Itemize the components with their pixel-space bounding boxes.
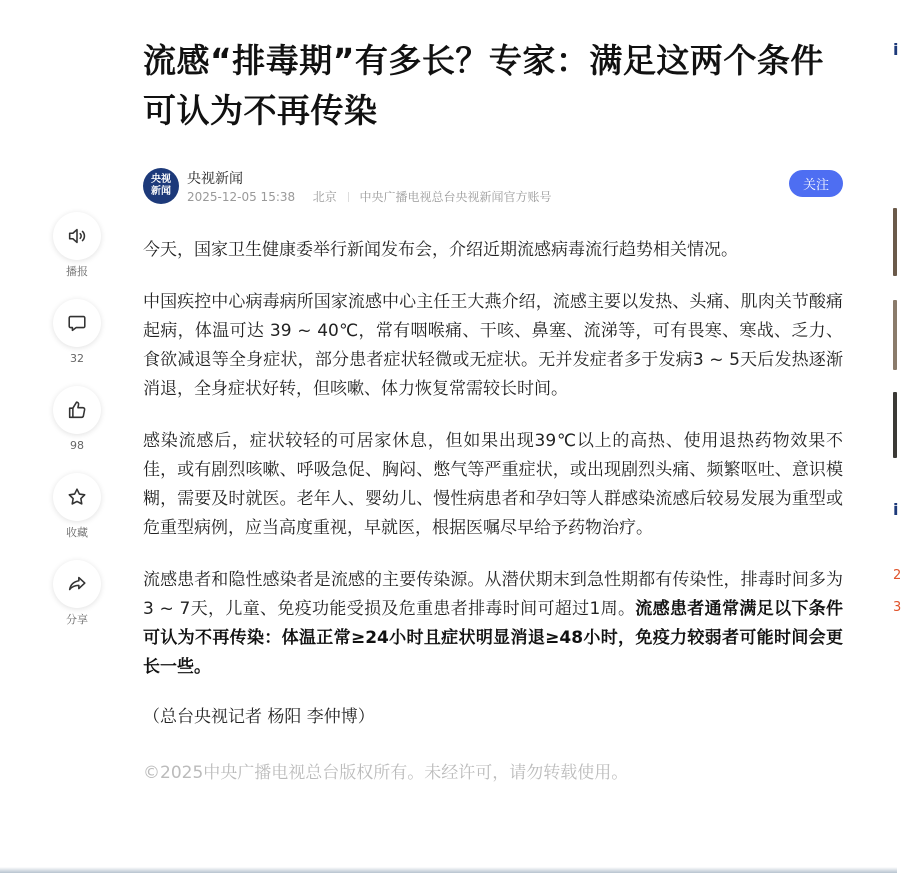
action-rail xyxy=(50,212,104,647)
speaker-icon xyxy=(66,225,88,247)
right-sidebar-edge xyxy=(893,0,901,873)
meta-divider xyxy=(348,192,349,202)
share-button[interactable] xyxy=(53,560,101,608)
favorite-label: 收藏 xyxy=(66,526,88,539)
avatar-text-bottom: 新闻 xyxy=(151,186,171,197)
paragraph xyxy=(143,566,843,682)
comment-count: 32 xyxy=(70,352,84,365)
sidebar-rank-fragment: 2 xyxy=(893,568,901,583)
publish-location: 北京 xyxy=(312,190,337,204)
like-button[interactable] xyxy=(53,386,101,434)
listen-button[interactable] xyxy=(53,212,101,260)
sidebar-thumbnail[interactable] xyxy=(893,392,897,458)
sidebar-rank-fragment: 3 xyxy=(893,600,901,615)
star-icon xyxy=(66,486,88,508)
reporter-credit: （总台央视记者 杨阳 李仲博） xyxy=(143,707,375,727)
avatar-text-top: 央视 xyxy=(151,174,171,185)
copyright-notice: ©2025中央广播电视总台版权所有。未经许可，请勿转载使用。 xyxy=(143,763,629,783)
favorite-button[interactable] xyxy=(53,473,101,521)
comment-button[interactable] xyxy=(53,299,101,347)
account-description: 中央广播电视总台央视新闻官方账号 xyxy=(359,190,552,204)
share-icon xyxy=(66,573,88,595)
follow-button[interactable]: 关注 xyxy=(789,170,843,197)
sidebar-heading-fragment: i xyxy=(893,500,899,519)
like-count: 98 xyxy=(70,439,84,452)
article-body xyxy=(143,236,843,788)
comment-action[interactable] xyxy=(50,299,104,365)
avatar[interactable] xyxy=(143,168,179,204)
thumbs-up-icon xyxy=(66,399,88,421)
share-label: 分享 xyxy=(66,613,88,626)
sidebar-thumbnail[interactable] xyxy=(893,208,897,276)
bottom-edge xyxy=(0,867,897,873)
paragraph: 中国疾控中心病毒病所国家流感中心主任王大燕介绍，流感主要以发热、头痛、肌肉关节酸痛起病，体温可达 39 ~ 40℃，常有咽喉痛、干咳、鼻塞、流涕等，可有畏寒、寒战、乏力、食欲减退等全身症状，部分患者症状轻微或无症状。无并发症者多于发病3 ~ 5天后发热逐渐消退，全身症状好转，但咳嗽、体力恢复常需较长时间。 xyxy=(143,292,843,399)
sidebar-heading-fragment: i xyxy=(893,40,899,59)
sidebar-thumbnail[interactable] xyxy=(893,300,897,370)
listen-action[interactable] xyxy=(50,212,104,278)
author-name[interactable]: 央视新闻 xyxy=(187,171,243,187)
article-title: 流感“排毒期”有多长？专家：满足这两个条件可认为不再传染 xyxy=(143,41,824,130)
article-meta xyxy=(187,188,551,205)
paragraph-text: 流感患者和隐性感染者是流感的主要传染源。从潜伏期末到急性期都有传染性，排毒时间多为3 ~ 7天，儿童、免疫功能受损及危重患者排毒时间可超过1周。 xyxy=(143,570,843,619)
listen-label: 播报 xyxy=(66,265,88,278)
comment-icon xyxy=(66,312,88,334)
share-action[interactable] xyxy=(50,560,104,626)
publish-datetime: 2025-12-05 15:38 xyxy=(187,190,296,204)
paragraph: 今天，国家卫生健康委举行新闻发布会，介绍近期流感病毒流行趋势相关情况。 xyxy=(143,240,738,260)
author-bar xyxy=(143,168,843,208)
like-action[interactable] xyxy=(50,386,104,452)
article xyxy=(143,36,843,788)
paragraph: 感染流感后，症状较轻的可居家休息，但如果出现39℃以上的高热、使用退热药物效果不佳，或有剧烈咳嗽、呼吸急促、胸闷、憋气等严重症状，或出现剧烈头痛、频繁呕吐、意识模糊，需要及时就医。老年人、婴幼儿、慢性病患者和孕妇等人群感染流感后较易发展为重型或危重型病例，应当高度重视，早就医，根据医嘱尽早给予药物治疗。 xyxy=(143,431,843,538)
favorite-action[interactable] xyxy=(50,473,104,539)
paragraph-bold-text: 流感患者通常满足以下条件可认为不再传染：体温正常≥24小时且症状明显消退≥48小时，免疫力较弱者可能时间会更长一些。 xyxy=(143,599,844,677)
